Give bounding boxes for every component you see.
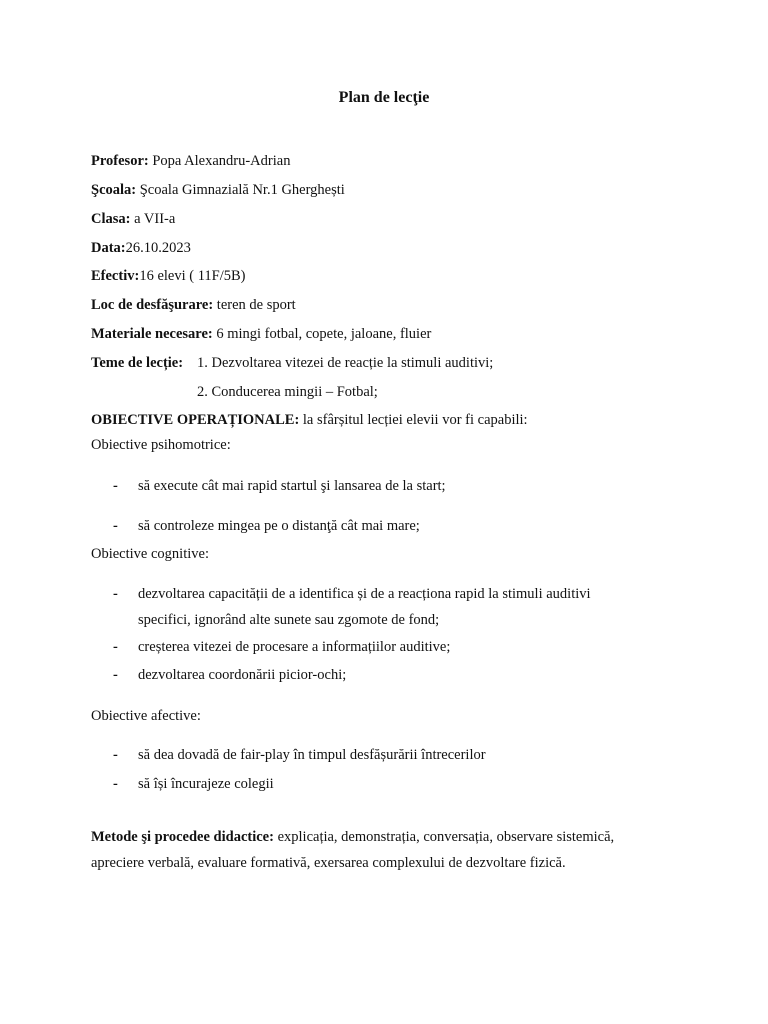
afective-item-2: să își încurajeze colegii — [138, 776, 274, 792]
field-label: Data: — [91, 240, 126, 256]
field-value: teren de sport — [213, 297, 296, 313]
cognitive-item-1: dezvoltarea capacității de a identifica și de a reacționa rapid la stimuli auditivi — [138, 586, 591, 602]
page-title: Plan de lecţie — [338, 89, 430, 106]
psihomotrice-heading: Obiective psihomotrice: — [91, 437, 231, 453]
cognitive-item-2: creșterea vitezei de procesare a informațiilor auditive; — [138, 639, 451, 655]
bullet-dash: - — [113, 586, 118, 602]
field-materiale — [91, 325, 431, 343]
field-value: 6 mingi fotbal, copete, jaloane, fluier — [212, 326, 432, 342]
bullet-dash: - — [113, 478, 118, 494]
metode-value: explicația, demonstrația, conversația, observare sistemică, — [273, 829, 615, 845]
field-clasa — [91, 210, 175, 228]
psihomotrice-item-1: să execute cât mai rapid startul şi lansarea de la start; — [138, 478, 446, 494]
field-scoala — [91, 181, 345, 199]
teme-label-text: Teme de lecție: — [91, 355, 184, 371]
teme-label — [91, 354, 183, 372]
psihomotrice-item-2: să controleze mingea pe o distanţă cât mai mare; — [138, 518, 420, 534]
field-loc — [91, 296, 296, 314]
bullet-dash: - — [113, 667, 118, 683]
field-label: Profesor: — [91, 153, 149, 169]
teme-item-1: 1. Dezvoltarea vitezei de reacție la stimuli auditivi; — [197, 355, 494, 371]
teme-item-2: 2. Conducerea mingii – Fotbal; — [197, 384, 378, 400]
field-value: Popa Alexandru-Adrian — [148, 153, 291, 169]
field-label: Şcoala: — [91, 182, 137, 198]
field-label: Loc de desfăşurare: — [91, 297, 214, 313]
cognitive-item-1-cont: specifici, ignorând alte sunete sau zgomote de fond; — [138, 612, 440, 628]
bullet-dash: - — [113, 747, 118, 763]
afective-heading: Obiective afective: — [91, 708, 201, 724]
bullet-dash: - — [113, 518, 118, 534]
metode-line-1 — [91, 828, 614, 846]
field-value: 16 elevi ( 11F/5B) — [139, 268, 246, 284]
field-profesor — [91, 152, 290, 170]
field-value: 26.10.2023 — [125, 240, 191, 256]
cognitive-item-3: dezvoltarea coordonării picior-ochi; — [138, 667, 347, 683]
field-label: Materiale necesare: — [91, 326, 213, 342]
field-value: a VII-a — [130, 211, 176, 227]
field-label: Efectiv: — [91, 268, 140, 284]
field-value: Şcoala Gimnazială Nr.1 Gherghești — [136, 182, 345, 198]
field-data — [91, 239, 191, 257]
bullet-dash: - — [113, 639, 118, 655]
metode-line-2: apreciere verbală, evaluare formativă, exersarea complexului de dezvoltare fizică. — [91, 855, 566, 871]
bullet-dash: - — [113, 776, 118, 792]
cognitive-heading: Obiective cognitive: — [91, 546, 209, 562]
field-efectiv — [91, 267, 246, 285]
obiective-header-label: OBIECTIVE OPERAȚIONALE: — [91, 412, 300, 428]
obiective-header-value: la sfârșitul lecției elevii vor fi capabili: — [299, 412, 528, 428]
obiective-header — [91, 411, 528, 429]
afective-item-1: să dea dovadă de fair-play în timpul desfășurării întrecerilor — [138, 747, 486, 763]
field-label: Clasa: — [91, 211, 131, 227]
metode-label: Metode şi procedee didactice: — [91, 829, 274, 845]
